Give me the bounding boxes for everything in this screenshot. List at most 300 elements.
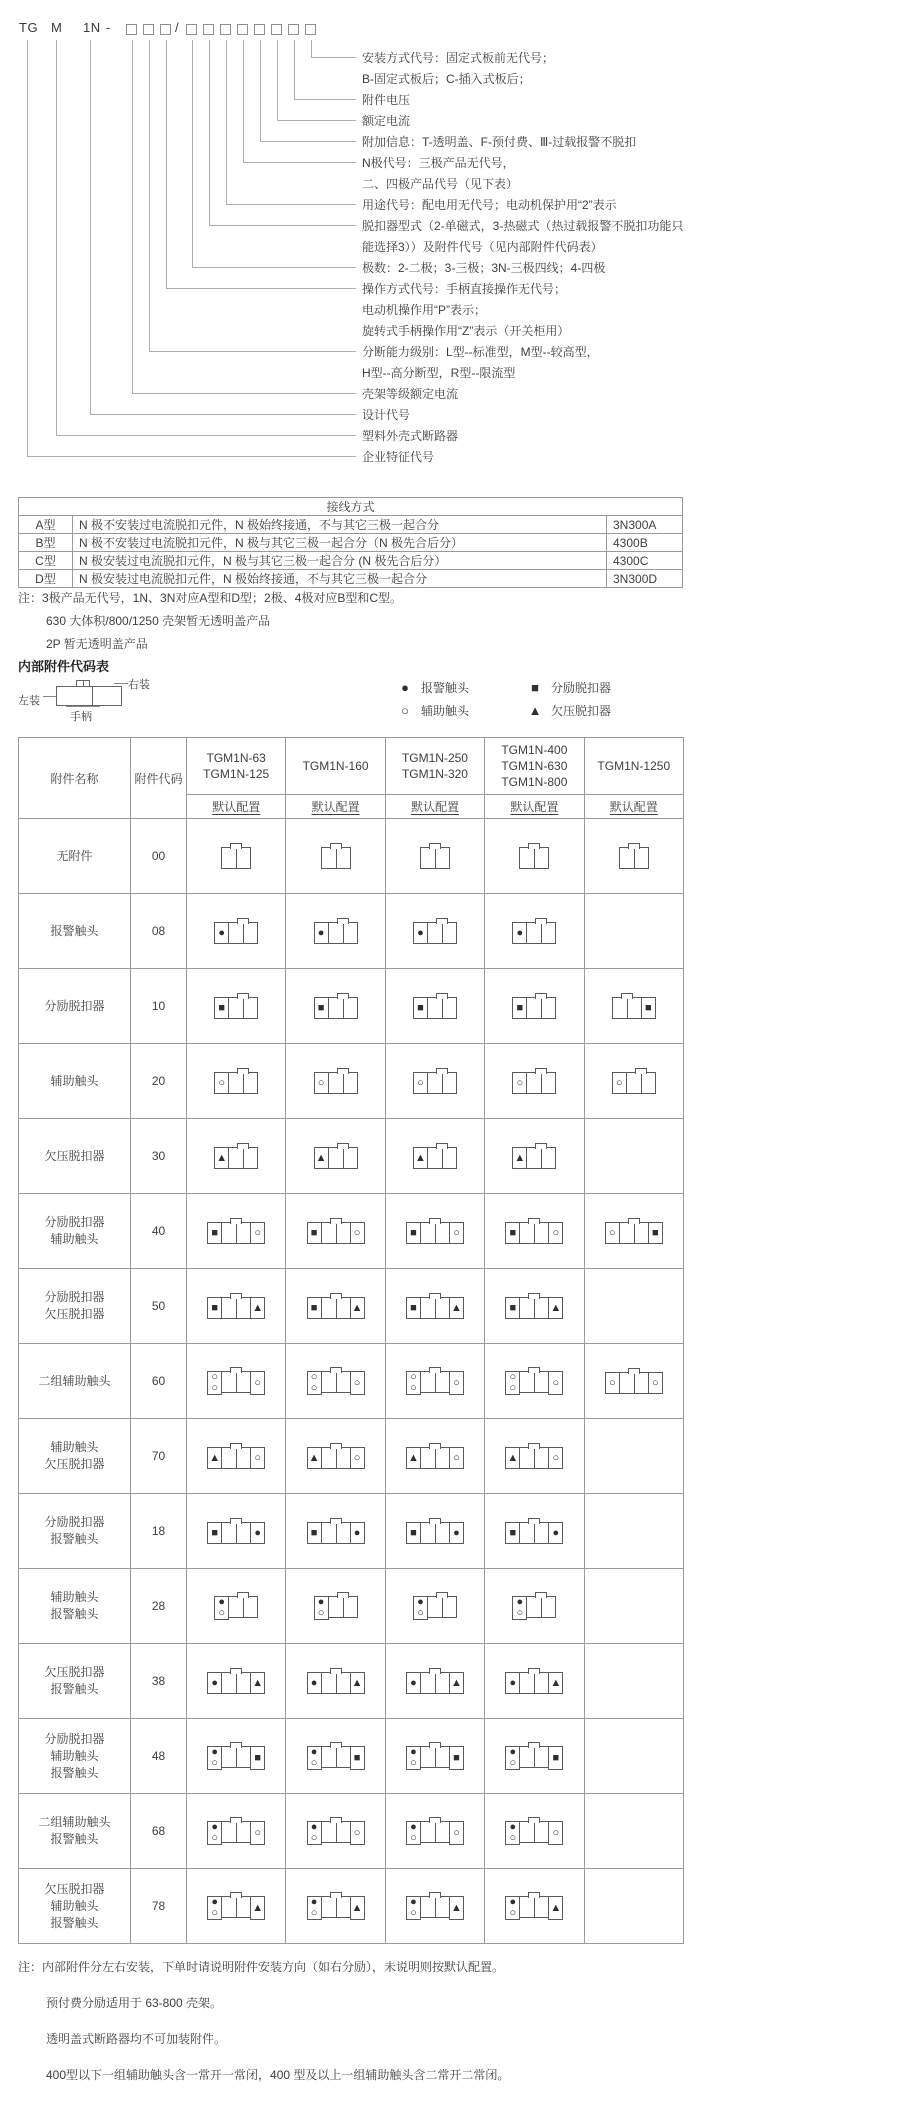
shunt-symbol: ■ — [651, 1226, 659, 1239]
config-cell — [385, 1869, 484, 1944]
symbol-compartment — [413, 997, 428, 1019]
symbol-compartment — [406, 1522, 421, 1544]
wiring-header-row — [19, 498, 683, 516]
handle-box — [427, 922, 457, 944]
symbol-compartment — [449, 1447, 464, 1469]
symbol-compartment — [214, 1072, 229, 1094]
handle-box — [321, 1371, 351, 1393]
config-cell — [385, 1644, 484, 1719]
aux-symbol: ○ — [552, 1376, 560, 1389]
accessory-name: 分励脱扣器 — [19, 969, 131, 1044]
default-config-label: 默认配置 — [609, 800, 658, 814]
aux-symbol: ○ — [453, 1226, 460, 1239]
symbol-compartment — [641, 997, 656, 1019]
legend-label: 分励脱扣器 — [551, 681, 612, 695]
accessory-row — [19, 1644, 684, 1719]
symbol-compartment — [214, 922, 229, 944]
accessory-config-icon — [505, 1821, 563, 1845]
handle-box — [519, 1222, 549, 1244]
accessory-section-title: 内部附件代码表 — [18, 659, 110, 674]
alarm-symbol: ● — [410, 1746, 417, 1758]
shunt-symbol: ■ — [310, 1226, 318, 1239]
accessory-config-icon — [406, 1447, 464, 1469]
config-cell — [385, 894, 484, 969]
wiring-row — [19, 516, 683, 534]
aux-symbol: ○ — [509, 1832, 517, 1844]
handle-box — [420, 1447, 450, 1469]
handle-pointer-line — [66, 706, 100, 707]
wiring-code: 3N300A — [607, 516, 683, 534]
accessory-row — [19, 1119, 684, 1194]
accessory-config-icon — [314, 997, 358, 1019]
uv-symbol: ▲ — [507, 1451, 519, 1464]
wiring-desc: N 极不安装过电流脱扣元件，N 极始终接通，不与其它三极一起合分 — [73, 516, 607, 534]
note-line: 注：3极产品无代号，1N、3N对应A型和D型；2极、4极对应B型和C型。 — [18, 591, 403, 605]
aux-symbol: ○ — [410, 1832, 417, 1844]
symbol-compartment — [250, 1522, 265, 1544]
accessory-config-icon — [413, 1147, 457, 1169]
uv-symbol: ▲ — [514, 1151, 526, 1164]
aux-symbol: ○ — [310, 1832, 318, 1844]
symbol-compartment — [548, 1222, 563, 1244]
aux-symbol: ○ — [410, 1757, 417, 1769]
accessory-config-icon — [406, 1371, 464, 1395]
code-box — [160, 24, 171, 35]
symbol-compartment — [207, 1672, 222, 1694]
symbol-compartment — [307, 1297, 322, 1319]
symbol-compartment — [314, 1596, 329, 1620]
symbol-compartment — [350, 1672, 365, 1694]
accessory-config-icon — [307, 1371, 365, 1395]
symbol-compartment — [250, 1222, 265, 1244]
uv-symbol: ▲ — [252, 1301, 264, 1314]
shunt-symbol: ■ — [552, 1751, 560, 1764]
shunt-symbol: ■ — [310, 1301, 318, 1314]
wiring-table — [18, 497, 683, 588]
config-cell — [286, 819, 385, 894]
aux-symbol: ○ — [353, 1826, 361, 1839]
shunt-symbol: ■ — [211, 1226, 219, 1239]
alarm-symbol: ● — [516, 926, 524, 939]
aux-symbol: ○ — [615, 1076, 623, 1089]
handle-box — [519, 1672, 549, 1694]
callout-label: 设计代号 — [362, 408, 411, 422]
alarm-symbol: ● — [353, 1526, 361, 1539]
accessory-name: 二组辅助触头 — [19, 1344, 131, 1419]
handle-box — [519, 847, 549, 869]
accessory-config-icon — [214, 1147, 258, 1169]
callout-label: 附加信息：T-透明盖、F-预付费、Ⅲ-过载报警不脱扣 — [362, 135, 637, 149]
config-cell — [584, 1044, 683, 1119]
accessory-config-icon — [413, 922, 457, 944]
accessory-code: 48 — [131, 1719, 187, 1794]
accessory-config-icon — [605, 1372, 663, 1394]
aux-symbol: ○ — [417, 1076, 424, 1089]
code-box — [237, 24, 248, 35]
accessory-config-icon — [314, 1596, 358, 1620]
symbol-compartment — [214, 1147, 229, 1169]
accessory-row — [19, 1194, 684, 1269]
callout-label: 操作方式代号：手柄直接操作无代号； — [362, 282, 567, 296]
symbol-compartment — [505, 1672, 520, 1694]
symbol-compartment — [449, 1746, 464, 1770]
symbol-compartment — [406, 1821, 421, 1845]
code-box — [203, 24, 214, 35]
wiring-type: C型 — [19, 552, 73, 570]
code-box — [186, 24, 197, 35]
aux-symbol: ○ — [211, 1371, 219, 1383]
uv-symbol: ▲ — [351, 1901, 363, 1914]
accessory-row — [19, 969, 684, 1044]
code-slash: / — [175, 20, 180, 35]
accessory-config-icon — [214, 922, 258, 944]
config-cell — [485, 969, 584, 1044]
handle-box — [519, 1896, 549, 1918]
shunt-symbol: ■ — [211, 1301, 219, 1314]
legend-item — [398, 676, 528, 699]
config-cell — [187, 1569, 286, 1644]
handle-box — [626, 1072, 656, 1094]
handle-box — [221, 1746, 251, 1768]
handle-box — [221, 1297, 251, 1319]
config-cell — [187, 1644, 286, 1719]
accessory-config-icon — [505, 1522, 563, 1544]
shunt-symbol: ■ — [410, 1301, 417, 1314]
config-cell — [485, 1794, 584, 1869]
symbol-compartment — [250, 1371, 265, 1395]
symbol-compartment — [314, 1072, 329, 1094]
config-cell — [286, 1344, 385, 1419]
config-cell — [584, 1194, 683, 1269]
shunt-symbol: ■ — [211, 1526, 219, 1539]
alarm-symbol: ● — [218, 1596, 226, 1608]
wiring-table-title: 接线方式 — [19, 498, 683, 516]
handle-box — [420, 1672, 450, 1694]
accessory-name: 报警触头 — [19, 894, 131, 969]
accessory-row — [19, 1419, 684, 1494]
handle-box — [328, 1596, 358, 1618]
handle-box — [420, 847, 450, 869]
left-pointer-line — [43, 696, 56, 697]
uv-symbol: ▲ — [216, 1151, 228, 1164]
config-cell — [187, 1194, 286, 1269]
aux-symbol: ○ — [516, 1076, 524, 1089]
symbol-compartment — [250, 1896, 265, 1920]
accessory-config-icon — [307, 1821, 365, 1845]
symbol-compartment — [207, 1896, 222, 1920]
footer-notes — [18, 1960, 509, 2104]
handle-box — [526, 922, 556, 944]
accessory-config-icon — [413, 1596, 457, 1620]
shunt-symbol: ■ — [417, 1001, 424, 1014]
code-dash: - — [106, 20, 111, 35]
symbol-compartment — [307, 1746, 322, 1770]
uv-symbol: ▲ — [415, 1151, 426, 1164]
handle-box — [427, 1072, 457, 1094]
handle-box — [228, 1596, 258, 1618]
config-cell — [187, 1719, 286, 1794]
config-cell — [485, 1344, 584, 1419]
accessory-config-icon — [512, 997, 556, 1019]
accessory-config-icon — [519, 847, 549, 869]
aux-symbol: ○ — [353, 1451, 361, 1464]
alarm-symbol: ● — [218, 926, 226, 939]
symbol-compartment — [512, 997, 527, 1019]
handle-box — [321, 1297, 351, 1319]
aux-symbol: ○ — [509, 1382, 517, 1394]
callout-label: 塑料外壳式断路器 — [362, 429, 459, 443]
symbol-compartment — [505, 1297, 520, 1319]
accessory-config-icon — [207, 1522, 265, 1544]
symbol-compartment — [512, 922, 527, 944]
accessory-row — [19, 1719, 684, 1794]
symbol-compartment — [314, 922, 329, 944]
shunt-symbol: ■ — [317, 1001, 325, 1014]
accessory-config-icon — [307, 1447, 365, 1469]
symbol-compartment — [207, 1746, 222, 1770]
aux-symbol: ○ — [453, 1826, 460, 1839]
config-cell — [187, 1794, 286, 1869]
accessory-config-icon — [214, 1072, 258, 1094]
config-cell — [584, 1494, 683, 1569]
callout-label: 能选择3））及附件代号（见内部附件代码表） — [362, 240, 603, 254]
accessory-config-icon — [505, 1371, 563, 1395]
default-config-label: 默认配置 — [212, 800, 261, 814]
accessory-code: 20 — [131, 1044, 187, 1119]
config-cell — [385, 1569, 484, 1644]
symbol-compartment — [307, 1672, 322, 1694]
accessory-config-icon — [307, 1672, 365, 1694]
symbol-compartment — [207, 1222, 222, 1244]
accessory-code: 70 — [131, 1419, 187, 1494]
config-cell — [187, 819, 286, 894]
callout-label: H型--高分断型，R型--限流型 — [362, 366, 516, 380]
shunt-symbol: ■ — [410, 1226, 417, 1239]
aux-symbol: ○ — [211, 1907, 219, 1919]
code-prefix: TG — [19, 20, 39, 35]
aux-symbol: ○ — [317, 1076, 325, 1089]
symbol-compartment — [505, 1746, 520, 1770]
name-header: 附件名称 — [19, 738, 131, 819]
accessory-config-icon — [314, 922, 358, 944]
default-config-header — [385, 795, 484, 819]
accessory-config-icon — [505, 1672, 563, 1694]
symbol-compartment — [548, 1447, 563, 1469]
symbol-compartment — [449, 1297, 464, 1319]
wiring-code: 3N300D — [607, 570, 683, 588]
wiring-type: B型 — [19, 534, 73, 552]
handle-box — [228, 997, 258, 1019]
uv-symbol: ▲ — [408, 1451, 419, 1464]
aux-symbol: ○ — [509, 1757, 517, 1769]
handle-box — [612, 997, 642, 1019]
aux-symbol: ○ — [254, 1226, 262, 1239]
symbol-compartment — [207, 1297, 222, 1319]
alarm-symbol: ● — [552, 1526, 560, 1539]
config-cell — [187, 1044, 286, 1119]
handle-box — [427, 997, 457, 1019]
symbol-compartment — [207, 1821, 222, 1845]
legend-label: 辅助触头 — [421, 704, 470, 718]
uv-symbol: ▲ — [550, 1301, 562, 1314]
aux-symbol: ○ — [211, 1832, 219, 1844]
config-cell — [485, 1869, 584, 1944]
config-cell — [584, 819, 683, 894]
handle-box — [526, 1596, 556, 1618]
symbol-compartment — [648, 1222, 663, 1244]
handle-box — [321, 1821, 351, 1843]
handle-box — [519, 1522, 549, 1544]
config-cell — [584, 1569, 683, 1644]
aux-symbol: ○ — [417, 1607, 424, 1619]
config-cell — [584, 969, 683, 1044]
config-cell — [584, 1344, 683, 1419]
right-install-label: 右装 — [128, 679, 150, 691]
symbol-compartment — [214, 997, 229, 1019]
wiring-code: 4300C — [607, 552, 683, 570]
symbol-compartment — [605, 1372, 620, 1394]
alarm-symbol: ● — [410, 1821, 417, 1833]
accessory-row — [19, 1044, 684, 1119]
alarm-symbol: ● — [516, 1596, 524, 1608]
wiring-row — [19, 534, 683, 552]
config-cell — [485, 1119, 584, 1194]
handle-box — [221, 1522, 251, 1544]
code-box — [305, 24, 316, 35]
handle-box — [321, 1672, 351, 1694]
handle-box — [328, 922, 358, 944]
alarm-symbol: ● — [401, 680, 409, 695]
symbol-compartment — [207, 1522, 222, 1544]
shunt-symbol: ■ — [509, 1301, 517, 1314]
handle-box — [321, 1447, 351, 1469]
note-line: 400型以下一组辅助触头含一常开一常闭，400 型及以上一组辅助触头含二常开二常闭。 — [46, 2068, 510, 2082]
config-cell — [286, 1119, 385, 1194]
handle-box — [427, 1596, 457, 1618]
aux-symbol: ○ — [310, 1371, 318, 1383]
symbol-compartment — [548, 1672, 563, 1694]
alarm-symbol: ● — [509, 1746, 517, 1758]
config-cell — [286, 969, 385, 1044]
handle-box — [619, 1222, 649, 1244]
handle-box — [328, 1072, 358, 1094]
config-cell — [485, 1269, 584, 1344]
accessory-name: 二组辅助触头 报警触头 — [19, 1794, 131, 1869]
symbol-compartment — [406, 1746, 421, 1770]
accessory-config-icon — [406, 1746, 464, 1770]
handle-box — [519, 1746, 549, 1768]
symbol-compartment — [350, 1522, 365, 1544]
symbol-compartment — [350, 1896, 365, 1920]
handle-box — [619, 1372, 649, 1394]
config-cell — [584, 894, 683, 969]
symbol-compartment — [406, 1297, 421, 1319]
accessory-code: 68 — [131, 1794, 187, 1869]
uv-symbol: ▲ — [451, 1301, 462, 1314]
config-cell — [385, 1419, 484, 1494]
alarm-symbol: ● — [254, 1526, 262, 1539]
alarm-symbol: ● — [310, 1746, 318, 1758]
callout-label: B-固定式板后；C-插入式板后； — [362, 72, 531, 86]
accessory-name: 分励脱扣器 欠压脱扣器 — [19, 1269, 131, 1344]
accessory-config-icon — [207, 1371, 265, 1395]
legend-label: 欠压脱扣器 — [551, 704, 612, 718]
aux-symbol: ○ — [254, 1826, 262, 1839]
default-config-header — [187, 795, 286, 819]
config-cell — [584, 1794, 683, 1869]
model-column-header: TGM1N-250 TGM1N-320 — [385, 738, 484, 795]
symbol-compartment — [250, 1297, 265, 1319]
accessory-config-icon — [207, 1896, 265, 1920]
accessory-config-icon — [420, 847, 450, 869]
aux-symbol: ○ — [453, 1451, 460, 1464]
accessory-config-icon — [512, 922, 556, 944]
accessory-config-icon — [512, 1596, 556, 1620]
config-cell — [485, 1044, 584, 1119]
config-cell — [385, 1494, 484, 1569]
symbol-compartment — [505, 1222, 520, 1244]
handle-box — [228, 922, 258, 944]
aux-symbol: ○ — [608, 1226, 616, 1239]
accessory-config-icon — [505, 1447, 563, 1469]
shunt-symbol: ■ — [509, 1226, 517, 1239]
config-cell — [485, 1569, 584, 1644]
callout-label: 脱扣器型式（2-单磁式，3-热磁式（热过载报警不脱扣功能只 — [362, 219, 684, 233]
accessory-name: 分励脱扣器 辅助触头 — [19, 1194, 131, 1269]
aux-symbol: ○ — [509, 1371, 517, 1383]
alarm-symbol: ● — [310, 1896, 318, 1908]
aux-symbol: ○ — [516, 1607, 524, 1619]
default-config-header — [286, 795, 385, 819]
wiring-row — [19, 570, 683, 588]
handle-box — [526, 1072, 556, 1094]
accessory-config-icon — [314, 1147, 358, 1169]
handle-box — [526, 997, 556, 1019]
symbol-compartment — [406, 1672, 421, 1694]
symbol-compartment — [307, 1821, 322, 1845]
accessory-config-icon — [406, 1297, 464, 1319]
callout-label: 用途代号：配电用无代号；电动机保护用“2”表示 — [362, 198, 617, 212]
config-cell — [187, 894, 286, 969]
accessory-config-icon — [406, 1222, 464, 1244]
symbol-compartment — [648, 1372, 663, 1394]
model-column-header: TGM1N-63 TGM1N-125 — [187, 738, 286, 795]
accessory-code: 78 — [131, 1869, 187, 1944]
uv-symbol: ▲ — [315, 1151, 327, 1164]
aux-symbol: ○ — [254, 1376, 262, 1389]
accessory-table-body — [19, 819, 684, 1944]
symbol-compartment — [505, 1371, 520, 1395]
shunt-symbol: ■ — [254, 1751, 262, 1764]
config-cell — [485, 894, 584, 969]
config-cell — [187, 1269, 286, 1344]
symbol-compartment — [505, 1522, 520, 1544]
code-header: 附件代码 — [131, 738, 187, 819]
uv-symbol: ▲ — [252, 1901, 264, 1914]
config-cell — [286, 1269, 385, 1344]
symbol-compartment — [413, 1596, 428, 1620]
shunt-symbol: ■ — [509, 1526, 517, 1539]
config-cell — [385, 819, 484, 894]
handle-box — [221, 1672, 251, 1694]
accessory-config-icon — [321, 847, 351, 869]
accessory-name: 辅助触头 欠压脱扣器 — [19, 1419, 131, 1494]
accessory-config-icon — [214, 997, 258, 1019]
symbol-compartment — [449, 1672, 464, 1694]
accessory-config-icon — [307, 1222, 365, 1244]
config-cell — [286, 894, 385, 969]
shunt-symbol: ■ — [410, 1526, 417, 1539]
